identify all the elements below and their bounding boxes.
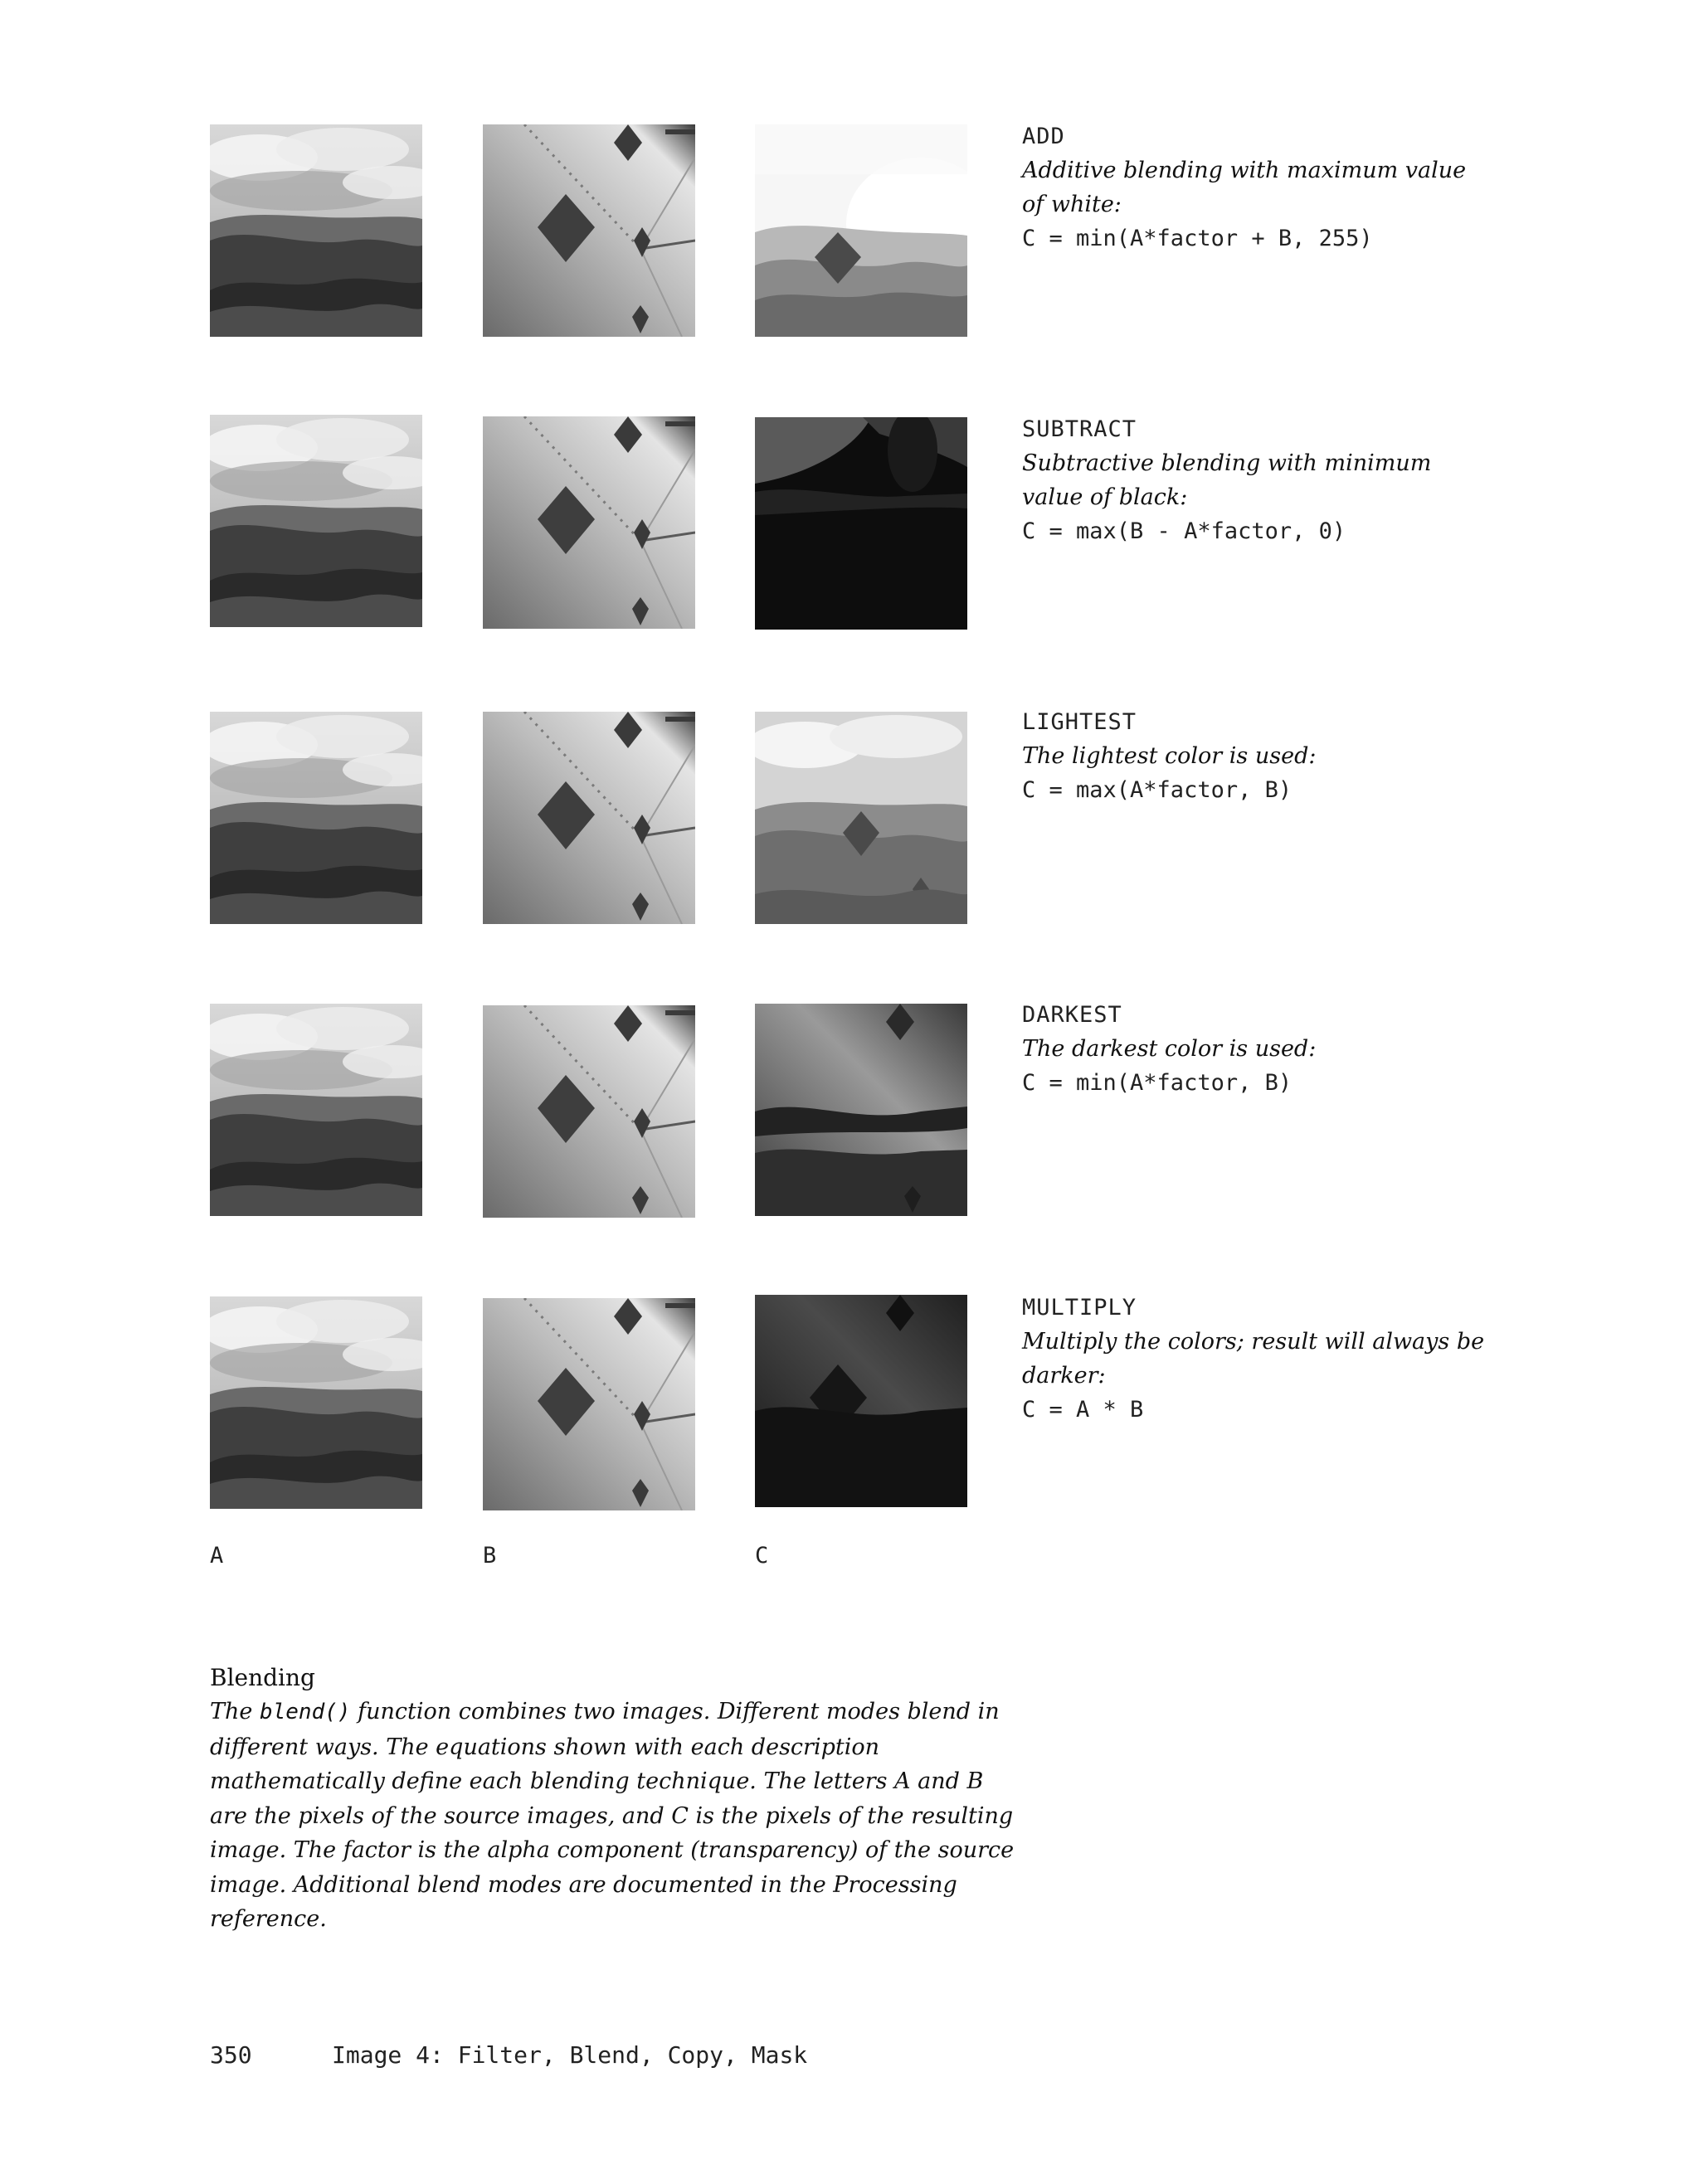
result-image-lightest	[755, 712, 967, 924]
mode-description: The lightest color is used:	[1022, 743, 1317, 769]
source-image-b	[483, 712, 695, 924]
caption-text-start: The	[210, 1699, 260, 1724]
caption-body	[210, 1695, 1023, 1937]
mode-equation: C = max(A*factor, B)	[1022, 777, 1293, 803]
mode-add	[1022, 119, 1487, 255]
mode-description: The darkest color is used:	[1022, 1036, 1317, 1062]
mode-name: SUBTRACT	[1022, 416, 1137, 442]
chapter-title: Image 4: Filter, Blend, Copy, Mask	[332, 2041, 808, 2069]
mode-name: ADD	[1022, 124, 1065, 149]
mode-lightest	[1022, 705, 1487, 807]
mode-multiply	[1022, 1291, 1487, 1427]
source-image-a	[210, 1296, 422, 1509]
caption-code: blend()	[259, 1700, 351, 1724]
mode-darkest	[1022, 998, 1487, 1100]
column-label-a: A	[210, 1543, 224, 1569]
mode-description: Subtractive blending with minimum value of black:	[1022, 450, 1432, 510]
mode-description: Additive blending with maximum value of white:	[1022, 158, 1467, 217]
mode-subtract	[1022, 412, 1487, 548]
caption-text-rest: function combines two images. Different modes blend in different ways. The equations shown with each description mathematically define each blending technique. The letters A and B are the pixels of the source images, and C is the pixels of the resulting image. The factor is the alpha component (transparency) of the source image. Additional blend modes are documented in the Processing reference.	[210, 1699, 1015, 1932]
source-image-b	[483, 416, 695, 629]
mode-equation: C = A * B	[1022, 1397, 1144, 1423]
page-number: 350	[210, 2041, 252, 2069]
source-image-b	[483, 1005, 695, 1218]
source-image-a	[210, 415, 422, 627]
column-label-b: B	[483, 1543, 497, 1569]
source-image-a	[210, 712, 422, 924]
result-image-subtract	[755, 417, 967, 630]
column-label-c: C	[755, 1543, 769, 1569]
mode-name: LIGHTEST	[1022, 709, 1137, 735]
result-image-darkest	[755, 1004, 967, 1216]
source-image-a	[210, 124, 422, 337]
mode-equation: C = min(A*factor + B, 255)	[1022, 226, 1373, 251]
mode-description: Multiply the colors; result will always be darker:	[1022, 1329, 1485, 1389]
source-image-b	[483, 124, 695, 337]
figure-caption	[210, 1661, 1023, 1937]
source-image-b	[483, 1298, 695, 1510]
caption-title: Blending	[210, 1664, 315, 1691]
result-image-multiply	[755, 1295, 967, 1507]
mode-name: DARKEST	[1022, 1002, 1122, 1028]
result-image-add	[755, 124, 967, 337]
source-image-a	[210, 1004, 422, 1216]
mode-equation: C = max(B - A*factor, 0)	[1022, 518, 1346, 544]
mode-equation: C = min(A*factor, B)	[1022, 1070, 1293, 1096]
mode-name: MULTIPLY	[1022, 1295, 1137, 1321]
